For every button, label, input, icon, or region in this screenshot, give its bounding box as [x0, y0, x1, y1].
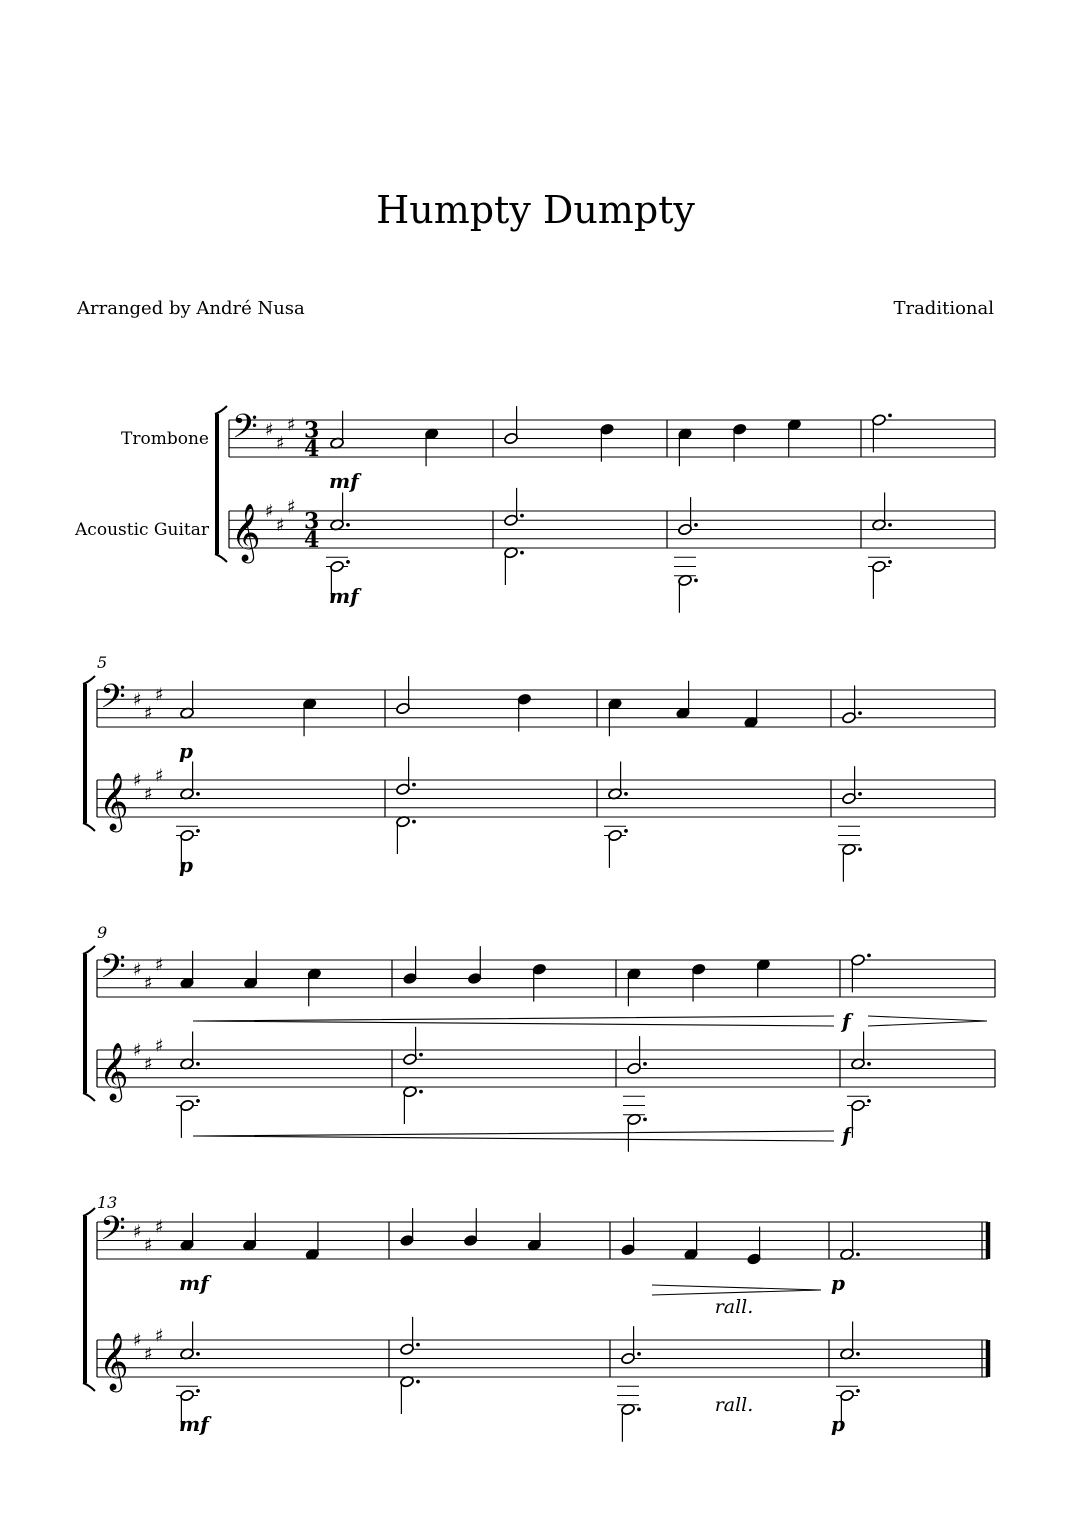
- key-signature-sharp: ♯: [265, 501, 274, 522]
- note-dot: [694, 578, 698, 582]
- note-dot: [643, 1117, 647, 1121]
- dynamic-marking: mf: [329, 469, 359, 493]
- treble-clef-icon: 𝄞: [99, 1041, 129, 1100]
- system-bracket: [83, 1093, 95, 1101]
- system-bracket: [83, 946, 95, 954]
- key-signature-sharp: ♯: [276, 433, 285, 455]
- key-signature-sharp: ♯: [155, 1216, 164, 1238]
- note-dot: [419, 1053, 423, 1057]
- crescendo-hairpin: [193, 1131, 834, 1141]
- note-dot: [416, 1343, 420, 1347]
- note-dot: [856, 1252, 860, 1256]
- key-signature-sharp: ♯: [265, 419, 274, 441]
- key-signature-sharp: ♯: [155, 1035, 164, 1057]
- system-bracket: [83, 823, 95, 831]
- dynamic-marking: p: [831, 1412, 845, 1436]
- time-signature-numerator: 3: [304, 508, 320, 535]
- measure-number: 9: [97, 923, 108, 942]
- dynamic-marking: f: [842, 1009, 851, 1033]
- composer-credit: Traditional: [893, 298, 994, 319]
- system-bracket: [215, 554, 227, 562]
- bass-clef-icon: 𝄢: [232, 408, 258, 455]
- note-dot: [888, 523, 892, 527]
- key-signature-sharp: ♯: [133, 770, 142, 791]
- key-signature-sharp: ♯: [133, 1330, 142, 1351]
- key-signature-sharp: ♯: [144, 1235, 153, 1257]
- key-signature-sharp: ♯: [144, 973, 153, 995]
- note-dot: [888, 413, 892, 417]
- key-signature-sharp: ♯: [133, 959, 142, 981]
- time-signature-numerator: 3: [304, 417, 320, 444]
- bass-clef-icon: 𝄢: [100, 1210, 126, 1257]
- system-bracket: [83, 676, 95, 684]
- time-signature-denominator: 4: [304, 436, 320, 463]
- key-signature-sharp: ♯: [287, 496, 296, 518]
- note-dot: [412, 783, 416, 787]
- bass-clef-icon: 𝄢: [100, 678, 126, 725]
- note-dot: [196, 1062, 200, 1066]
- key-signature-sharp: ♯: [133, 1221, 142, 1243]
- note-dot: [196, 1099, 200, 1103]
- note-dot: [856, 1389, 860, 1393]
- dynamic-marking: p: [179, 853, 193, 877]
- treble-clef-icon: 𝄞: [99, 771, 129, 830]
- note-dot: [416, 1380, 420, 1384]
- dynamic-marking: f: [842, 1123, 851, 1147]
- note-dot: [867, 1099, 871, 1103]
- note-dot: [346, 523, 350, 527]
- note-dot: [412, 820, 416, 824]
- note-dot: [858, 792, 862, 796]
- note-dot: [520, 514, 524, 518]
- note-dot: [858, 711, 862, 715]
- note-dot: [196, 829, 200, 833]
- dynamic-marking: p: [179, 739, 193, 763]
- instrument-name-guitar: Acoustic Guitar: [75, 520, 209, 541]
- key-signature-sharp: ♯: [144, 703, 153, 725]
- bass-clef-icon: 𝄢: [100, 948, 126, 995]
- note-dot: [867, 953, 871, 957]
- diminuendo-hairpin: [868, 1016, 987, 1026]
- arranger-credit: Arranged by André Nusa: [77, 298, 305, 319]
- note-dot: [637, 1352, 641, 1356]
- system-bracket: [83, 1383, 95, 1391]
- treble-clef-icon: 𝄞: [231, 502, 261, 561]
- key-signature-sharp: ♯: [133, 1040, 142, 1061]
- measure-number: 5: [97, 653, 108, 672]
- crescendo-hairpin: [193, 1016, 834, 1026]
- note-dot: [196, 1389, 200, 1393]
- measure-number: 13: [97, 1193, 118, 1212]
- note-dot: [196, 1352, 200, 1356]
- key-signature-sharp: ♯: [276, 514, 285, 536]
- note-dot: [419, 1090, 423, 1094]
- note-dot: [624, 792, 628, 796]
- key-signature-sharp: ♯: [155, 954, 164, 976]
- dynamic-marking: mf: [179, 1271, 209, 1295]
- key-signature-sharp: ♯: [144, 1053, 153, 1075]
- score-title: Humpty Dumpty: [376, 188, 695, 232]
- note-dot: [196, 792, 200, 796]
- note-dot: [856, 1352, 860, 1356]
- diminuendo-hairpin: [652, 1285, 821, 1295]
- instrument-name-trombone: Trombone: [121, 429, 209, 450]
- key-signature-sharp: ♯: [144, 783, 153, 805]
- tempo-marking-trombone: rall.: [714, 1296, 754, 1318]
- key-signature-sharp: ♯: [133, 689, 142, 711]
- note-dot: [867, 1062, 871, 1066]
- treble-clef-icon: 𝄞: [99, 1331, 129, 1390]
- note-dot: [624, 829, 628, 833]
- note-dot: [694, 523, 698, 527]
- time-signature-denominator: 4: [304, 527, 320, 554]
- tempo-marking-guitar: rall.: [714, 1394, 754, 1416]
- key-signature-sharp: ♯: [155, 765, 164, 787]
- note-dot: [888, 560, 892, 564]
- key-signature-sharp: ♯: [144, 1343, 153, 1365]
- note-dot: [346, 560, 350, 564]
- system-bracket: [215, 406, 227, 414]
- system-bracket: [83, 1208, 95, 1216]
- dynamic-marking: mf: [179, 1412, 209, 1436]
- key-signature-sharp: ♯: [287, 414, 296, 436]
- note-dot: [643, 1062, 647, 1066]
- note-dot: [858, 847, 862, 851]
- dynamic-marking: p: [831, 1271, 845, 1295]
- key-signature-sharp: ♯: [155, 1325, 164, 1347]
- note-dot: [520, 551, 524, 555]
- key-signature-sharp: ♯: [155, 684, 164, 706]
- dynamic-marking: mf: [329, 584, 359, 608]
- note-dot: [637, 1407, 641, 1411]
